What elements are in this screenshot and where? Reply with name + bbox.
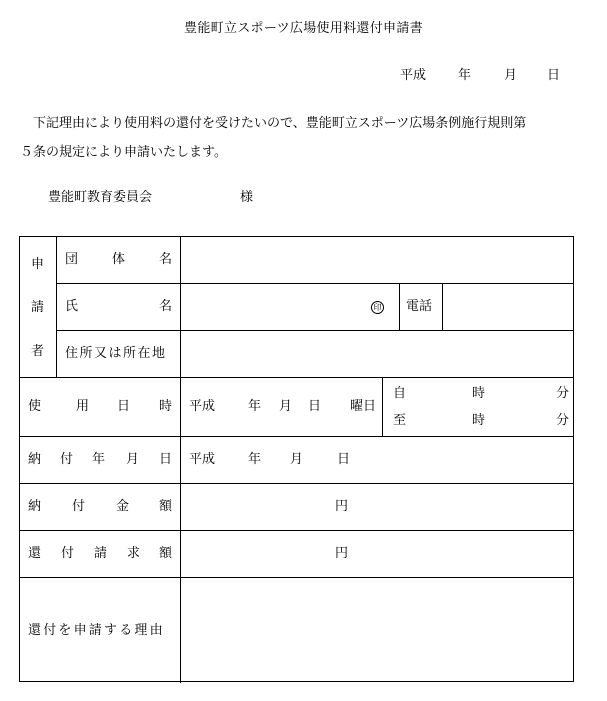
seal-mark: 印: [371, 301, 384, 314]
usage-date-weekday: 曜日: [350, 399, 377, 414]
application-form: [19, 236, 574, 682]
payment-date-label-5: 日: [159, 452, 173, 467]
payment-date-label-2: 付: [60, 452, 74, 467]
usage-label-3: 日: [117, 399, 131, 414]
payment-amount-field[interactable]: [181, 484, 573, 529]
usage-from-hour: 時: [472, 386, 486, 401]
date-day: 日: [547, 68, 561, 83]
payment-date-label-3: 年: [92, 452, 106, 467]
reason-field[interactable]: [181, 578, 573, 681]
body-text-line1: [20, 117, 526, 130]
body-text-line1-content: 下記理由により使用料の還付を受けたいので、豊能町立スポーツ広場条例施行規則第: [33, 116, 527, 131]
usage-from-label: 自: [393, 386, 407, 401]
address-field[interactable]: [181, 331, 573, 376]
refund-amount-label-1: 還: [28, 546, 42, 561]
payment-date-label-4: 月: [126, 452, 140, 467]
usage-date-era: 平成: [189, 399, 216, 414]
usage-date-month: 月: [279, 399, 293, 414]
payment-amount-label-3: 金: [116, 499, 130, 514]
document-title: 豊能町立スポーツ広場使用料還付申請書: [184, 21, 423, 36]
address-label: 住所又は所在地: [65, 346, 167, 361]
refund-amount-unit: 円: [335, 546, 349, 561]
name-label-2: 名: [159, 299, 173, 314]
payment-amount-unit: 円: [335, 499, 349, 514]
usage-from-minute: 分: [556, 386, 570, 401]
date-month: 月: [504, 68, 518, 83]
payment-amount-label-1: 納: [28, 499, 42, 514]
usage-to-hour: 時: [472, 413, 486, 428]
refund-amount-label-2: 付: [61, 546, 75, 561]
payment-date-month: 月: [290, 452, 304, 467]
usage-date-year: 年: [248, 399, 262, 414]
name-label-1: 氏: [65, 299, 79, 314]
payment-amount-label-2: 付: [72, 499, 86, 514]
org-name-field[interactable]: [181, 238, 573, 282]
applicant-label-3: 者: [31, 344, 45, 359]
usage-label-1: 使: [28, 399, 42, 414]
org-name-label-2: 体: [112, 252, 126, 267]
org-name-label-1: 団: [65, 252, 79, 267]
payment-date-year: 年: [248, 452, 262, 467]
addressee: 豊能町教育委員会: [48, 190, 153, 205]
phone-field[interactable]: [443, 284, 573, 329]
org-name-label-3: 名: [159, 252, 173, 267]
date-era: 平成: [400, 68, 427, 83]
refund-amount-label-3: 請: [94, 546, 108, 561]
applicant-label-1: 申: [31, 257, 45, 272]
body-text-line2: ５条の規定により申請いたします。: [20, 145, 227, 160]
usage-label-4: 時: [159, 399, 173, 414]
refund-amount-label-5: 額: [159, 546, 173, 561]
honorific: 様: [240, 190, 254, 205]
usage-to-minute: 分: [556, 413, 570, 428]
refund-amount-field[interactable]: [181, 531, 573, 576]
reason-label: 還付を申請する理由: [28, 623, 165, 638]
date-year: 年: [458, 68, 472, 83]
payment-date-label-1: 納: [28, 452, 42, 467]
refund-amount-label-4: 求: [127, 546, 141, 561]
payment-amount-label-4: 額: [159, 499, 173, 514]
payment-date-day: 日: [337, 452, 351, 467]
usage-to-label: 至: [393, 413, 407, 428]
usage-label-2: 用: [76, 399, 90, 414]
phone-label: 電話: [406, 299, 433, 314]
payment-date-era: 平成: [189, 452, 216, 467]
name-field[interactable]: [181, 284, 398, 329]
applicant-label-2: 請: [31, 300, 45, 315]
usage-date-day: 日: [308, 399, 322, 414]
